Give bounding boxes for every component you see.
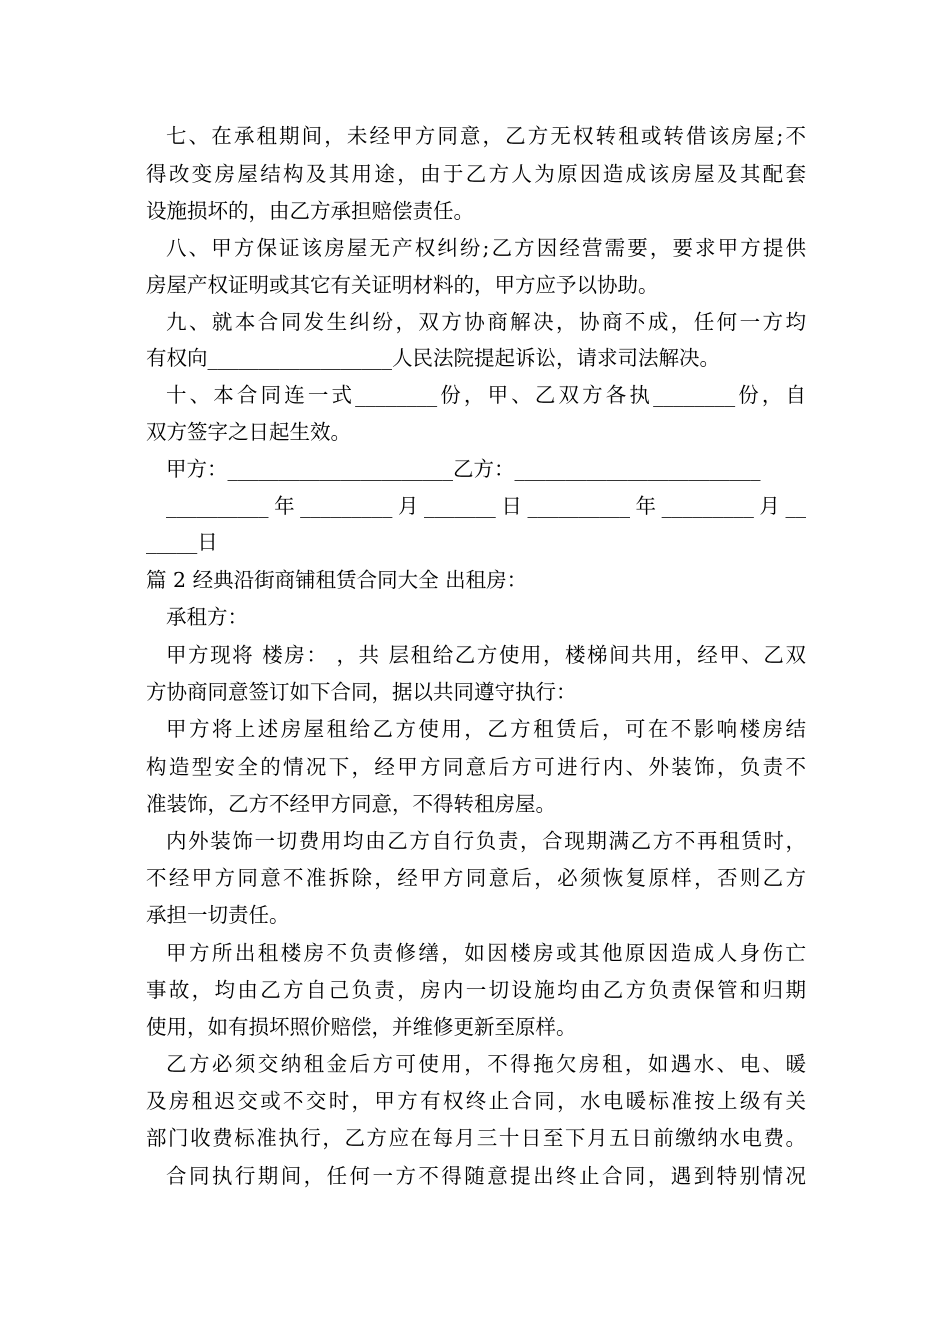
- clause-7-line-1: 七、在承租期间，未经甲方同意，乙方无权转租或转借该房屋;不: [166, 124, 806, 148]
- paragraph-4-line-3: 使用，如有损坏照价赔偿，并维修更新至原样。: [146, 1015, 577, 1039]
- clause-10-line-2: 双方签字之日起生效。: [146, 420, 351, 444]
- paragraph-2-line-2: 构造型安全的情况下，经甲方同意后方可进行内、外装饰，负责不: [146, 755, 806, 779]
- paragraph-4-line-2: 事故，均由乙方自己负责，房内一切设施均由乙方负责保管和归期: [146, 978, 806, 1002]
- clause-7-line-3: 设施损坏的，由乙方承担赔偿责任。: [146, 199, 474, 223]
- clause-10-line-1: 十、本合同连一式________份，甲、乙双方各执________份，自: [166, 383, 806, 407]
- signature-line-dates: __________年_________月_______日__________年_________月__: [166, 494, 806, 518]
- paragraph-5-line-2: 及房租迟交或不交时，甲方有权终止合同，水电暖标准按上级有关: [146, 1089, 806, 1113]
- paragraph-1-line-1: 甲方现将 楼房： ，共 层租给乙方使用，楼梯间共用，经甲、乙双: [166, 643, 806, 667]
- clause-8-line-2: 房屋产权证明或其它有关证明材料的，甲方应予以协助。: [146, 273, 659, 297]
- clause-9-line-2: 有权向__________________人民法院提起诉讼，请求司法解决。: [146, 346, 720, 370]
- clause-8-line-1: 八、甲方保证该房屋无产权纠纷;乙方因经营需要，要求甲方提供: [166, 236, 806, 260]
- paragraph-2-line-3: 准装饰，乙方不经甲方同意，不得转租房屋。: [146, 792, 556, 816]
- paragraph-4-line-1: 甲方所出租楼房不负责修缮，如因楼房或其他原因造成人身伤亡: [166, 941, 806, 965]
- paragraph-5-line-3: 部门收费标准执行，乙方应在每月三十日至下月五日前缴纳水电费。: [146, 1126, 806, 1150]
- paragraph-2-line-1: 甲方将上述房屋租给乙方使用，乙方租赁后，可在不影响楼房结: [166, 717, 806, 741]
- paragraph-3-line-3: 承担一切责任。: [146, 903, 290, 927]
- paragraph-3-line-2: 不经甲方同意不准拆除，经甲方同意后，必须恢复原样，否则乙方: [146, 866, 806, 890]
- paragraph-3-line-1: 内外装饰一切费用均由乙方自行负责，合现期满乙方不再租赁时，: [166, 829, 806, 853]
- signature-line-parties: 甲方：______________________乙方：________________________: [166, 457, 761, 481]
- clause-9-line-1: 九、就本合同发生纠纷，双方协商解决，协商不成，任何一方均: [166, 310, 806, 334]
- paragraph-6-line-1: 合同执行期间，任何一方不得随意提出终止合同，遇到特别情况: [166, 1164, 806, 1188]
- clause-7-line-2: 得改变房屋结构及其用途，由于乙方人为原因造成该房屋及其配套: [146, 162, 806, 186]
- section-heading: 篇 2 经典沿街商铺租赁合同大全 出租房：: [146, 568, 528, 592]
- paragraph-5-line-1: 乙方必须交纳租金后方可使用，不得拖欠房租，如遇水、电、暖: [166, 1052, 806, 1076]
- signature-line-day: _____日: [146, 530, 218, 554]
- tenant-label: 承租方：: [166, 605, 248, 629]
- paragraph-1-line-2: 方协商同意签订如下合同，据以共同遵守执行：: [146, 680, 577, 704]
